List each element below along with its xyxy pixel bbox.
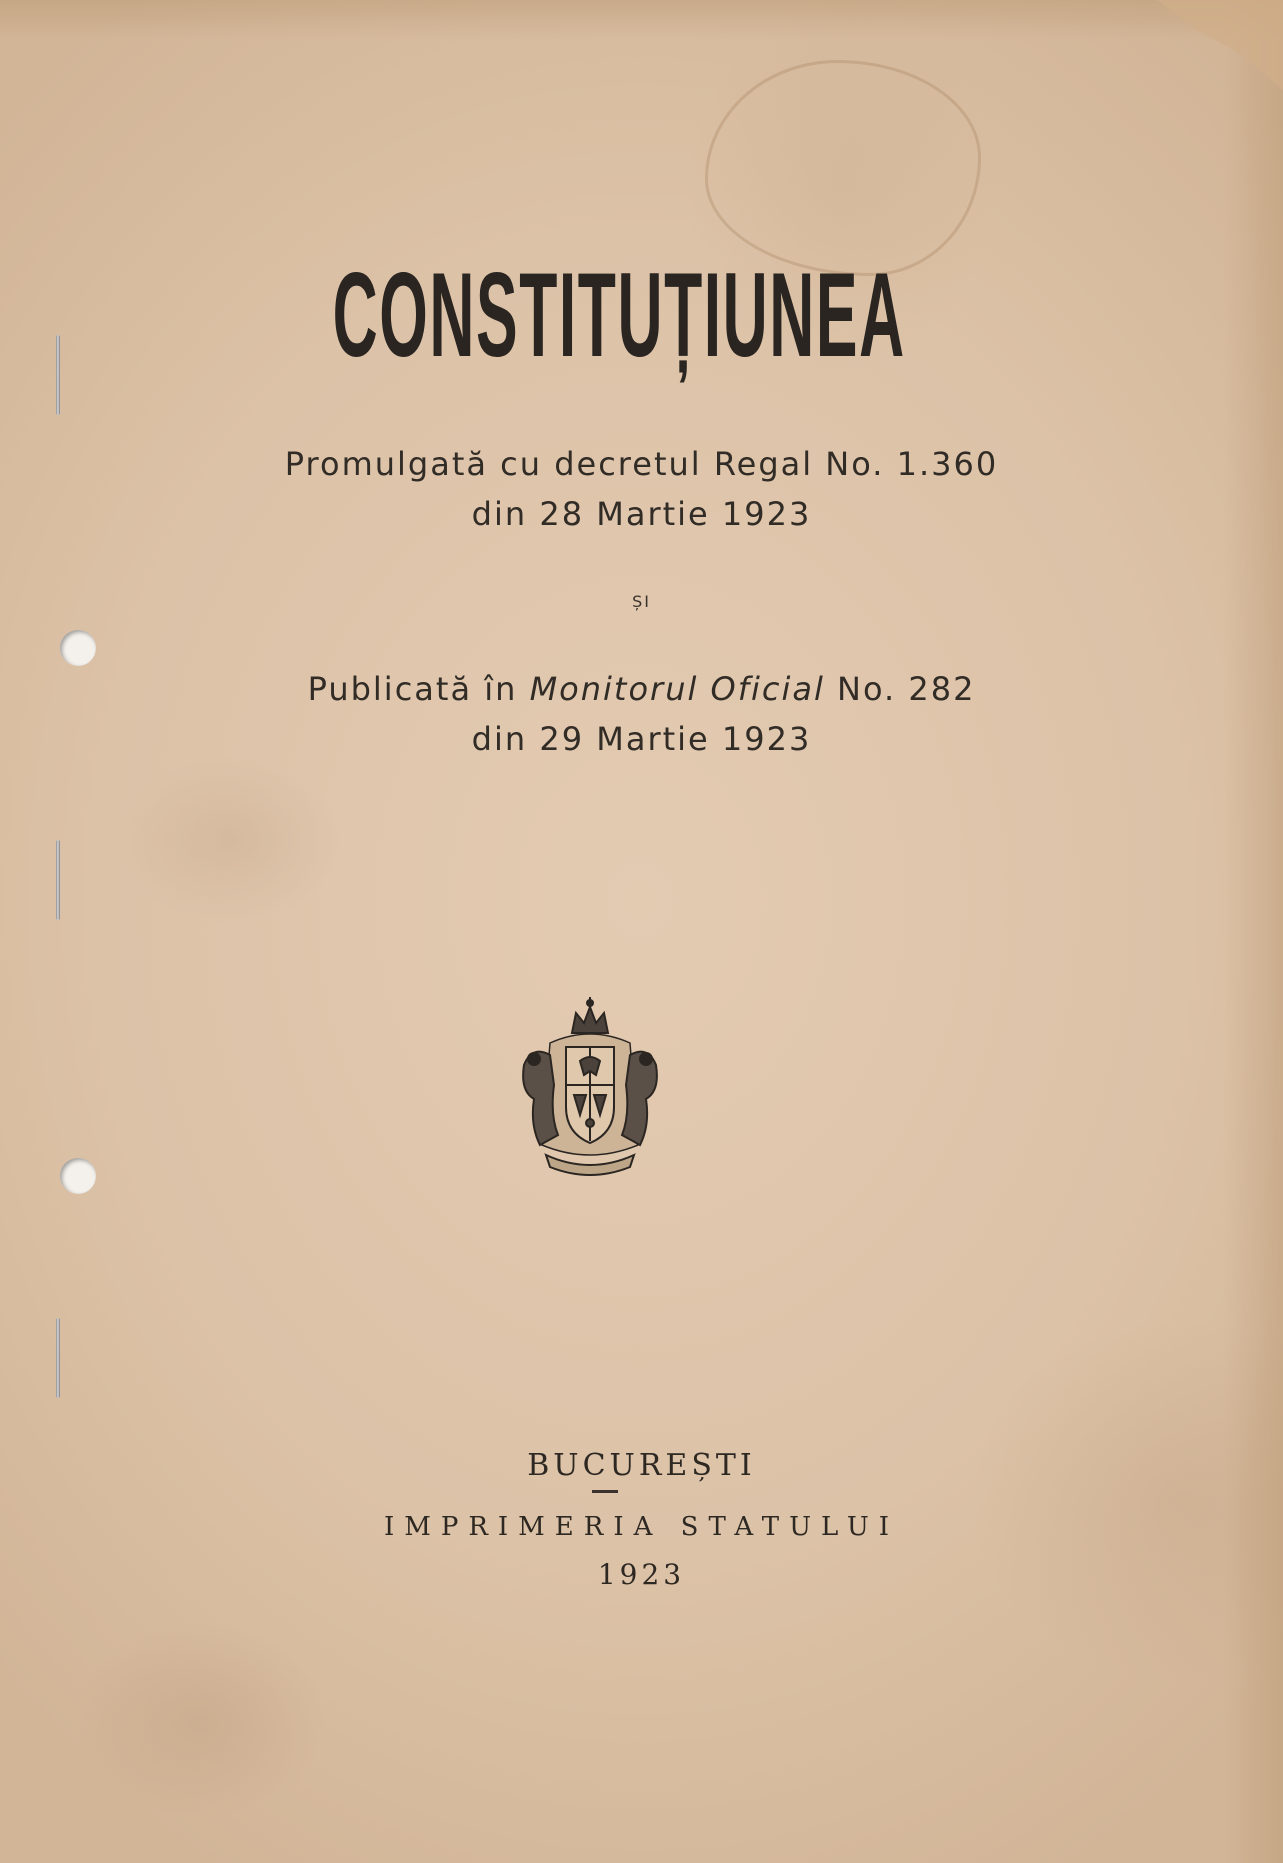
publication-suffix: No. 282 xyxy=(824,670,976,708)
promulgation-line-1: Promulgată cu decretul Regal No. 1.360 xyxy=(284,445,999,483)
punch-hole-top xyxy=(60,630,96,666)
publication-prefix: Publicată în xyxy=(307,670,530,708)
document-title: CONSTITUȚIUNEA xyxy=(332,248,906,382)
staple-bottom xyxy=(56,1318,60,1398)
staple-middle xyxy=(56,840,60,920)
publication-line-1 xyxy=(0,670,1283,708)
staple-top xyxy=(56,335,60,415)
imprint-printer: IMPRIMERIA STATULUI xyxy=(383,1512,900,1542)
imprint-city: BUCUREȘTI xyxy=(527,1448,756,1483)
water-stain xyxy=(705,60,981,276)
imprint-divider xyxy=(592,1490,618,1493)
romanian-coat-of-arms-icon xyxy=(510,995,670,1185)
conjunction: ȘI xyxy=(632,592,651,611)
punch-hole-bottom xyxy=(60,1158,96,1194)
worn-top-edge xyxy=(0,0,1283,40)
promulgation-line-2: din 28 Martie 1923 xyxy=(471,495,812,533)
publication-line-2: din 29 Martie 1923 xyxy=(471,720,812,758)
gazette-name: Monitorul Oficial xyxy=(529,670,825,708)
imprint-year: 1923 xyxy=(597,1558,686,1591)
